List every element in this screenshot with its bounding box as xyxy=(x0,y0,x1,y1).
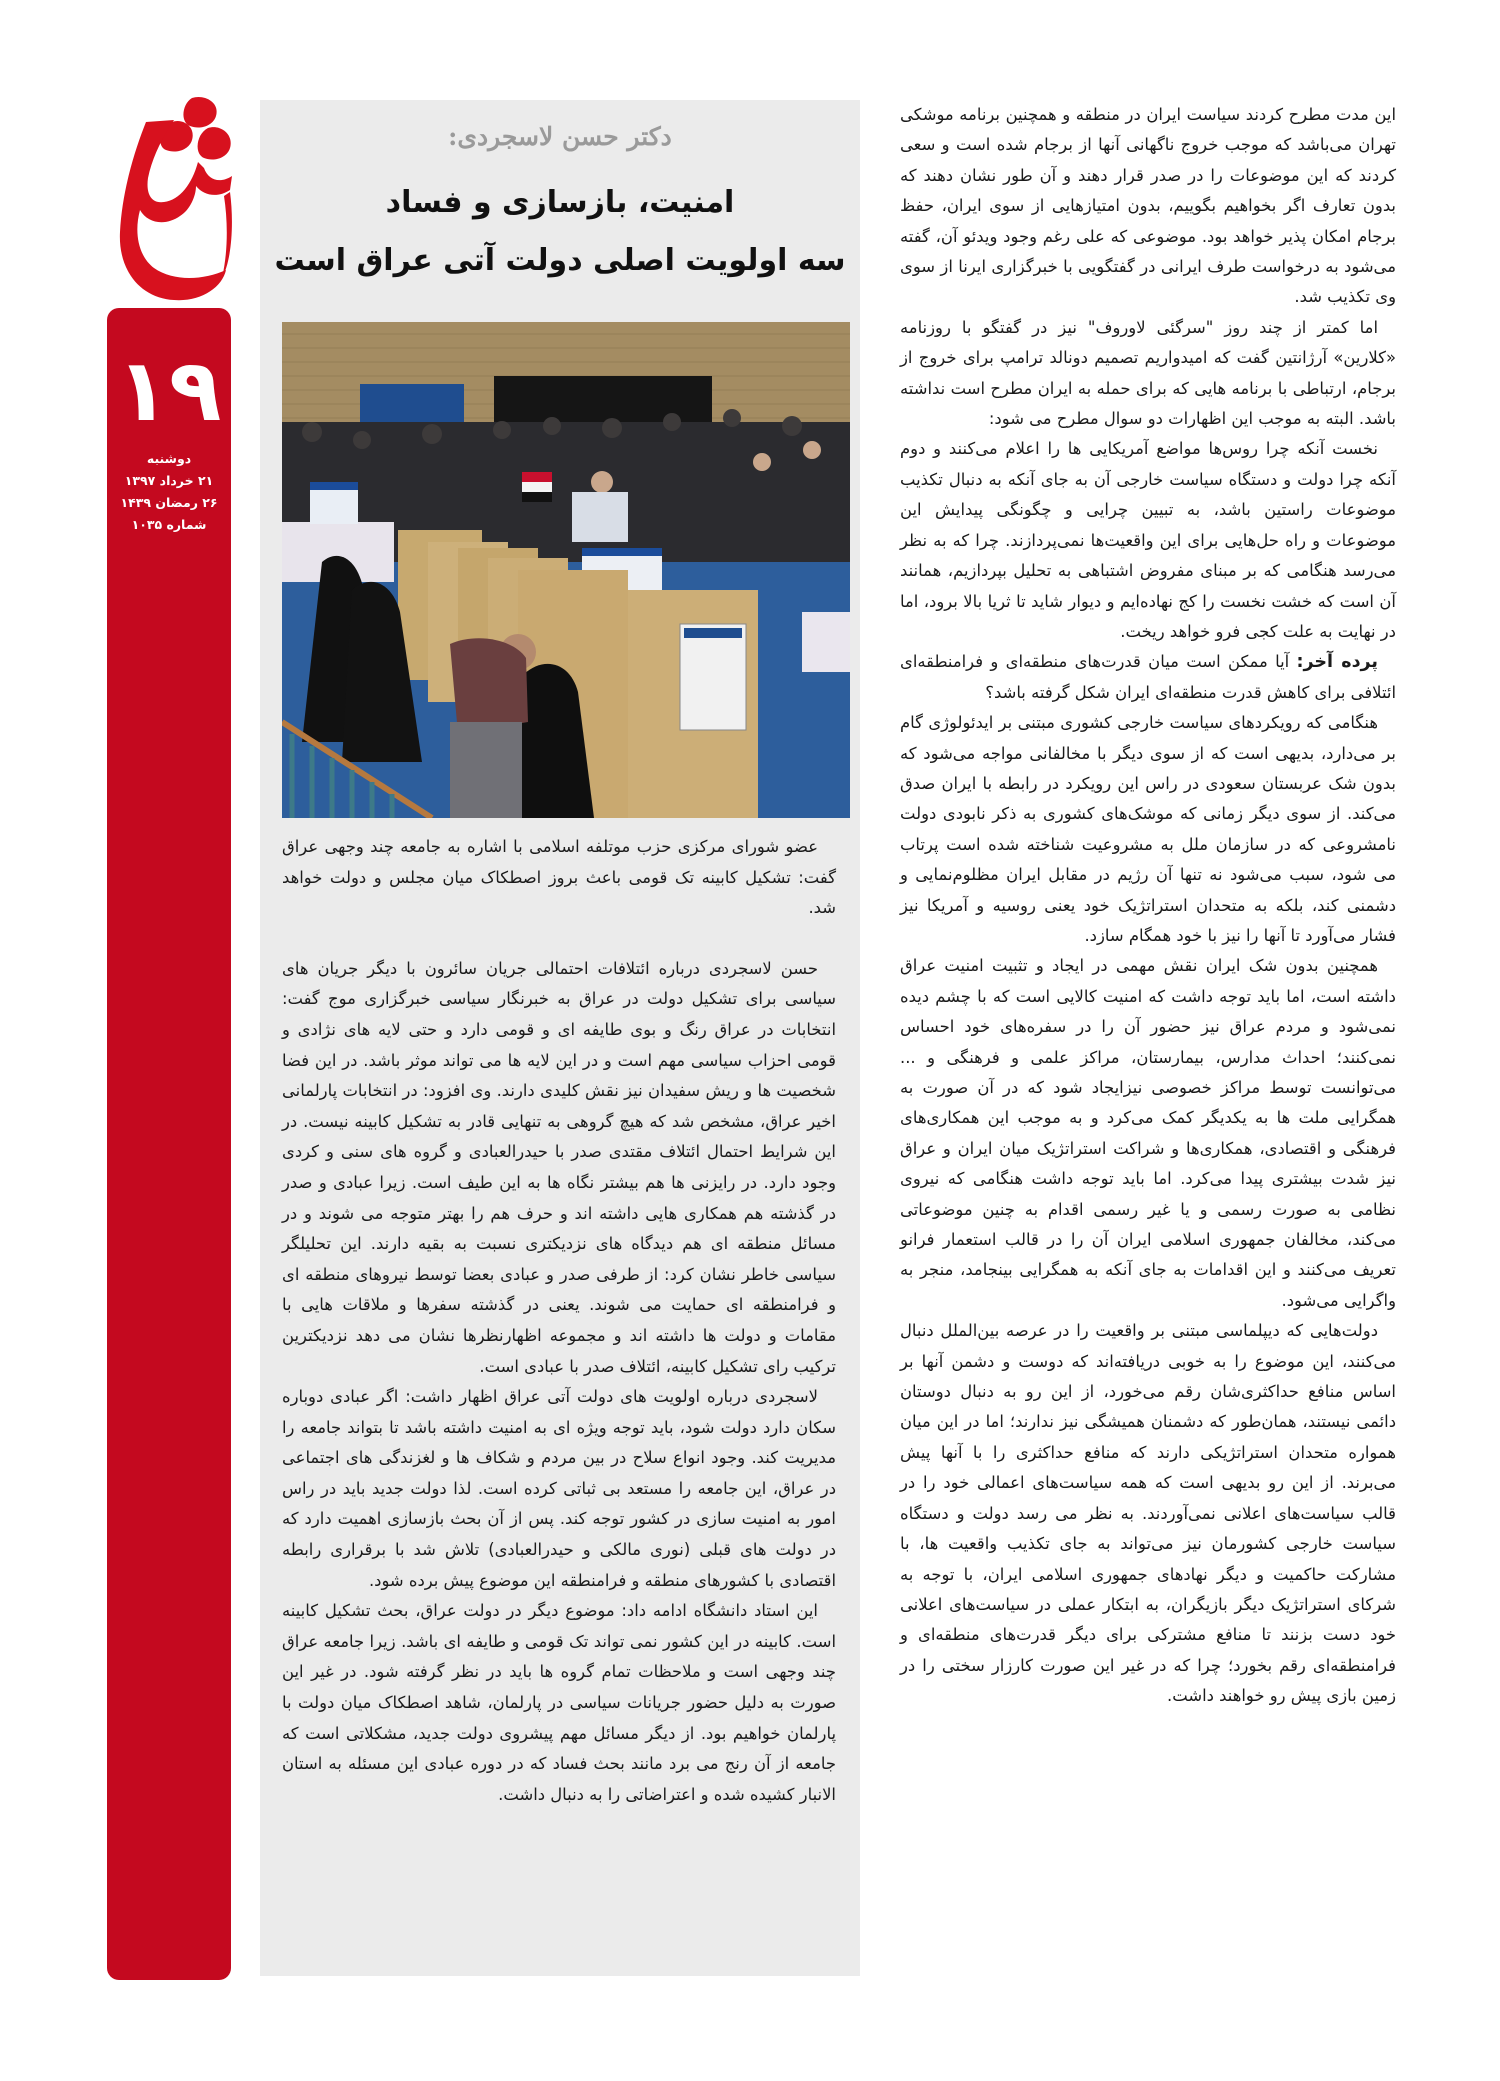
weekday: دوشنبه xyxy=(146,451,192,466)
article-body xyxy=(282,832,836,1810)
section-question: آیا ممکن است میان قدرت‌های منطقه‌ای و فرامنطقه‌ای ائتلافی برای کاهش قدرت منطقه‌ای ایران شکل گرفته باشد؟ xyxy=(900,652,1396,702)
interview-article xyxy=(260,100,860,1976)
article-lead: عضو شورای مرکزی حزب موتلفه اسلامی با اشاره به جامعه چند وجهی عراق گفت: تشکیل کابینه تک قومی باعث بروز اصطکاک میان مجلس و دولت خواهد شد. xyxy=(282,837,836,918)
date-solar: ۲۱ خرداد ۱۳۹۷ xyxy=(124,473,214,488)
article-photo xyxy=(282,322,850,818)
article-byline: دکتر حسن لاسجردی: xyxy=(448,122,672,151)
headline-line-2: سه اولویت اصلی دولت آتی عراق است xyxy=(274,243,846,278)
section-label: پرده آخر: xyxy=(1296,652,1379,673)
column-paragraph: همچنین بدون شک ایران نقش مهمی در ایجاد و تثبیت امنیت عراق داشته است، اما باید توجه داشت که امنیت کالایی است که با چشم دیده نمی‌شود و مردم عراق نیز حضور آن را در سفره‌های خود احساس نمی‌کنند؛ احداث مدارس، بیمارستان، مراکز علمی و فرهنگی و ... می‌توانست توسط مراکز خصوصی نیزایجاد شود که در آن صورت به همگرایی ملت ها به یکدیگر کمک می‌کرد و به موجب این همکاری‌های فرهنگی و اقتصادی، همکاری‌ها و شراکت استراتژیک میان ایران و عراق نیز شدت بیشتری پیدا می‌کرد. اما باید توجه داشت هنگامی که نیروی نظامی به صورت رسمی و یا غیر رسمی اقدام به چنین موضوعاتی می‌کند، مخالفان جمهوری اسلامی ایران آن را در قالب استعمار فرانو تعریف می‌کنند و این اقدامات به جای آنکه به همگرایی بینجامد، منجر به واگرایی می‌شود. xyxy=(900,956,1396,1310)
column-paragraph-final-act xyxy=(900,647,1396,708)
page-info-panel xyxy=(107,308,231,1980)
issue-meta xyxy=(107,448,231,536)
column-paragraph: هنگامی که رویکردهای سیاست خارجی کشوری مبتنی بر ایدئولوژی گام بر می‌دارد، بدیهی است که از سوی دیگر با مخالفانی مواجه می‌شود که بدون شک عربستان سعودی در راس این رویکرد در رابطه با ایران صدق می‌کند. از سوی دیگر زمانی که موشک‌های کشوری به ذکر نابودی دولت نامشروعی که در سازمان ملل به مشروعیت شناخته شده است پرتاب می شود، سبب می‌شود نه تنها آن رژیم در مقابل ایران مظلوم‌نمایی و دشمنی کند، بلکه به متحدان استراتژیک خود یعنی روسیه و آمریکا نیز فشار می‌آورد تا آنها را نیز با خود همگام سازد. xyxy=(900,713,1396,945)
column-paragraph: نخست آنکه چرا روس‌ها مواضع آمریکایی ها را اعلام می‌کنند و دوم آنکه چرا دولت و دستگاه سیاست خارجی آن به جای آنکه به دنبال تکذیب موضوعات راستین باشد، به تبیین چرایی و چگونگی پیدایش این موضوعات و راه حل‌هایی برای این واقعیت‌ها نمی‌پردازند. چرا که به نظر می‌رسد هنگامی که بر مبنای مفروض اشتباهی به تحلیل بپردازیم، همانند آن است که خشت نخست را کج نهاده‌ایم و دیوار شاید تا ثریا بالا برود، اما در نهایت به علت کجی فرو خواهد ریخت. xyxy=(900,439,1396,641)
newspaper-logo xyxy=(104,92,236,304)
column-paragraph: این مدت مطرح کردند سیاست ایران در منطقه و همچنین برنامه موشکی تهران می‌باشد که موجب خروج ناگهانی آنها از برجام شده است و سعی کردند که این موضوعات را در صدر قرار دهند و آن طور نشان دهند که بدون تعارف اگر بخواهیم بگوییم، بدون امتیازهایی از سوی ایران، حفظ برجام امکان پذیر خواهد بود. موضوعی که علی رغم وجود ویدئو آن، گفته می‌شود به درخواست طرف ایرانی در گفتگویی با خبرگزاری ایرنا از سوی وی تکذیب شد. xyxy=(900,105,1396,307)
date-lunar: ۲۶ رمضان ۱۴۳۹ xyxy=(120,495,218,510)
logo-shama-glyph-icon xyxy=(104,92,236,304)
issue-number: شماره ۱۰۳۵ xyxy=(131,517,207,532)
article-paragraph: حسن لاسجردی درباره ائتلافات احتمالی جریان سائرون با دیگر جریان های سیاسی برای تشکیل دولت در عراق به خبرنگار سیاسی خبرگزاری موج گفت: انتخابات در عراق رنگ و بوی طایفه ای و قومی دارد و حتی لایه های نژادی و قومی احزاب سیاسی مهم است و در این لایه ها می تواند موثر باشد. در این فضا شخصیت ها و ریش سفیدان نیز نقش کلیدی دارند. وی افزود: در انتخابات پارلمانی اخیر عراق، مشخص شد که هیچ گروهی به تنهایی قادر به تشکیل کابینه نیست. در این شرایط احتمال ائتلاف مقتدی صدر با حیدرالعبادی و گروه های سنی و کردی وجود دارد. در رایزنی ها هم بیشتر نگاه ها به این طیف است. زیرا عبادی و صدر در گذشته هم همکاری هایی داشته اند و حرف هم را بهتر متوجه می شوند و در مسائل منطقه ای هم دیدگاه های نزدیکتری نسبت به بقیه دارند. این تحلیلگر سیاسی خاطر نشان کرد: از طرفی صدر و عبادی بعضا توسط نیروهای منطقه ای و فرامنطقه ای حمایت می شوند. یعنی در گذشته سفرها و ملاقات هایی با مقامات و دولت ها داشته اند و مجموعه اظهارنظرها نشان می دهد نزدیکترین ترکیب رای تشکیل کابینه، ائتلاف صدر با عبادی است. xyxy=(282,958,836,1376)
article-paragraph: لاسجردی درباره اولویت های دولت آتی عراق اظهار داشت: اگر عبادی دوباره سکان دارد دولت شود، باید توجه ویژه ای به امنیت داشته باشد تا بتواند جامعه را مدیریت کند. وجود انواع سلاح در بین مردم و شکاف ها و لغزندگی های اجتماعی در عراق، این جامعه را مستعد بی ثباتی کرده است. لذا دولت جدید باید در راس امور به امنیت سازی در کشور توجه کند. پس از آن بحث بازسازی اهمیت دارد که در دولت های قبلی (نوری مالکی و حیدرالعبادی) تلاش شد با برقراری رابطه اقتصادی با کشورهای منطقه و فرامنطقه این موضوع پیش برده شود. xyxy=(282,1387,836,1590)
page-number: ۱۹ xyxy=(116,341,222,441)
headline-line-1: امنیت، بازسازی و فساد xyxy=(385,185,735,220)
polling-station-photo-icon xyxy=(282,322,850,818)
article-headline xyxy=(260,174,860,290)
column-paragraph: اما کمتر از چند روز "سرگئی لاوروف" نیز در گفتگو با روزنامه «کلارین» آرژانتین گفت که امیدواریم تصمیم دونالد ترامپ برای خروج از برجام، ارتباطی با برنامه هایی که برای حمله به ایران مطرح است نداشته باشد. البته به موجب این اظهارات دو سوال مطرح می شود: xyxy=(900,317,1396,429)
analysis-column xyxy=(900,100,1396,1712)
article-paragraph: این استاد دانشگاه ادامه داد: موضوع دیگر در دولت عراق، بحث تشکیل کابینه است. کابینه در این کشور نمی تواند تک قومی و طایفه ای باشد. زیرا جامعه عراق چند وجهی است و ملاحظات تمام گروه ها باید در نظر گرفته شود. در غیر این صورت به دلیل حضور جریانات سیاسی در پارلمان، شاهد اصطکاک میان دولت با پارلمان خواهیم بود. از دیگر مسائل مهم پیشروی دولت جدید، مشکلاتی است که جامعه از آن رنج می برد مانند بحث فساد که در دوره عبادی این مسئله به استان الانبار کشیده شده و اعتراضاتی را به دنبال داشت. xyxy=(282,1601,836,1804)
column-paragraph: دولت‌هایی که دیپلماسی مبتنی بر واقعیت را در عرصه بین‌الملل دنبال می‌کنند، این موضوع را به خوبی دریافته‌اند که دوست و دشمن آنها بر اساس منافع حداکثری‌شان رقم می‌خورد، از این رو به دنبال دوستان دائمی نیستند، همان‌طور که دشمنان همیشگی نیز ندارند؛ اما در این میان همواره متحدان استراتژیکی دارند که منافع حداکثری را با آنها پیش می‌برند. از این رو بدیهی است که همه سیاست‌های اعمالی خود را در قالب سیاست‌های اعلانی نمی‌آوردند. به نظر می رسد دولت و دستگاه سیاست خارجی کشورمان نیز می‌تواند به جای تکذیب واقعیت ها، با مشارکت حاکمیت و دیگر نهادهای جمهوری اسلامی ایران، با توجه به شرکای استراتژیک دیگر بازیگران، به ابتکار عملی در سیاست‌های اعلانی خود دست بزنند تا منافع مشترکی برای دیگر قدرت‌های منطقه‌ای و فرامنطقه‌ای رقم بخورد؛ چرا که در غیر این صورت کارزار سختی را در زمین بازی پیش رو خواهند داشت. xyxy=(900,1321,1396,1706)
